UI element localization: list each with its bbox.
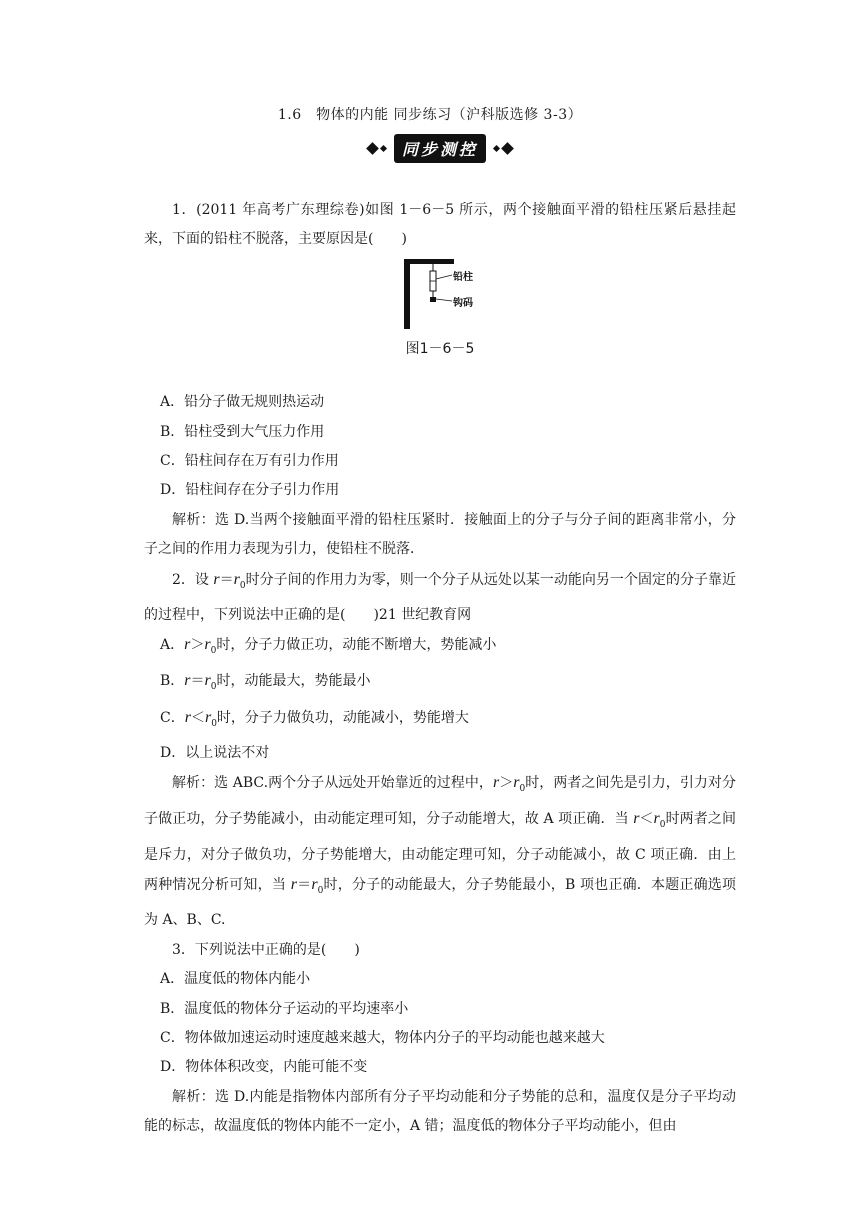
- question-2-option-c: C．$r<r_0$时，分子力做负功，动能减小，势能增大: [160, 708, 469, 729]
- question-1-stem: 1．(2011 年高考广东理综卷)如图 1－6－5 所示，两个接触面平滑的铅柱压紧后悬挂起来，下面的铅柱不脱落，主要原因是( ): [144, 202, 736, 248]
- question-3-stem: 3．下列说法中正确的是( ): [172, 941, 360, 958]
- question-3-option-a: A．温度低的物体内能小: [160, 971, 311, 988]
- diamond-icon: [366, 142, 379, 155]
- page-title: 1.6 物体的内能 同步练习（沪科版选修 3-3）: [277, 107, 583, 123]
- section-banner: [340, 134, 540, 162]
- lead-cylinders-diagram: [396, 257, 486, 331]
- exercise-content: [144, 196, 736, 1142]
- question-2-analysis: 解析：选 ABC.两个分子从远处开始靠近的过程中，$r>r_0$时，两者之间先是引力，引力对分子做正功，分子势能减小，由动能定理可知，分子动能增大，故 A 项正确．当 $r<r_0$时两者之间是斥力，对分子做负功，分子势能增大，由动能定理可知，分子动能减小，故 C 项正确．由上两种情况分析可知，当 $r=r_0$时，分子的动能最大，分子势能最小，B 项也正确．本题正确选项为 A、B、C.: [144, 774, 736, 929]
- question-1-option-c: C．铅柱间存在万有引力作用: [160, 453, 339, 470]
- question-2-stem: 2．设 $r=r_0$时分子间的作用力为零，则一个分子从远处以某一动能向另一个固定的分子靠近的过程中，下列说法中正确的是( )21 世纪教育网: [144, 570, 737, 623]
- diamond-icon: [380, 144, 387, 151]
- label-lead: 铅柱: [453, 271, 473, 283]
- question-1-analysis: 解析：选 D.当两个接触面平滑的铅柱压紧时．接触面上的分子与分子间的距离非常小，分子之间的作用力表现为引力，使铅柱不脱落．: [144, 511, 736, 558]
- question-3-option-d: D．物体体积改变，内能可能不变: [160, 1059, 368, 1076]
- diamond-icon: [501, 142, 514, 155]
- banner-label: 同步测控: [394, 134, 486, 163]
- question-2-option-a: A．$r>r_0$时，分子力做正功，动能不断增大，势能减小: [160, 636, 497, 657]
- question-1-option-d: D．铅柱间存在分子引力作用: [160, 482, 340, 499]
- question-1-option-b: B．铅柱受到大气压力作用: [160, 423, 325, 440]
- question-1-option-a: A．铅分子做无规则热运动: [160, 394, 325, 411]
- question-3-option-b: B．温度低的物体分子运动的平均速率小: [160, 1000, 409, 1017]
- figure-lead-cylinders: [144, 257, 736, 331]
- question-2-option-b: B．$r=r_0$时，动能最大，势能最小: [160, 672, 371, 693]
- question-3-analysis: 解析：选 D.内能是指物体内部所有分子平均动能和分子势能的总和，温度仅是分子平均动能的标志，故温度低的物体内能不一定小，A 错；温度低的物体分子平均动能小，但由: [144, 1088, 736, 1135]
- figure-caption: 图1－6－5: [405, 340, 475, 357]
- question-2-option-d: D．以上说法不对: [160, 744, 270, 761]
- diamond-icon: [493, 144, 500, 151]
- question-3-option-c: C．物体做加速运动时速度越来越大，物体内分子的平均动能也越来越大: [160, 1029, 605, 1046]
- label-weight: 钩码: [453, 297, 473, 309]
